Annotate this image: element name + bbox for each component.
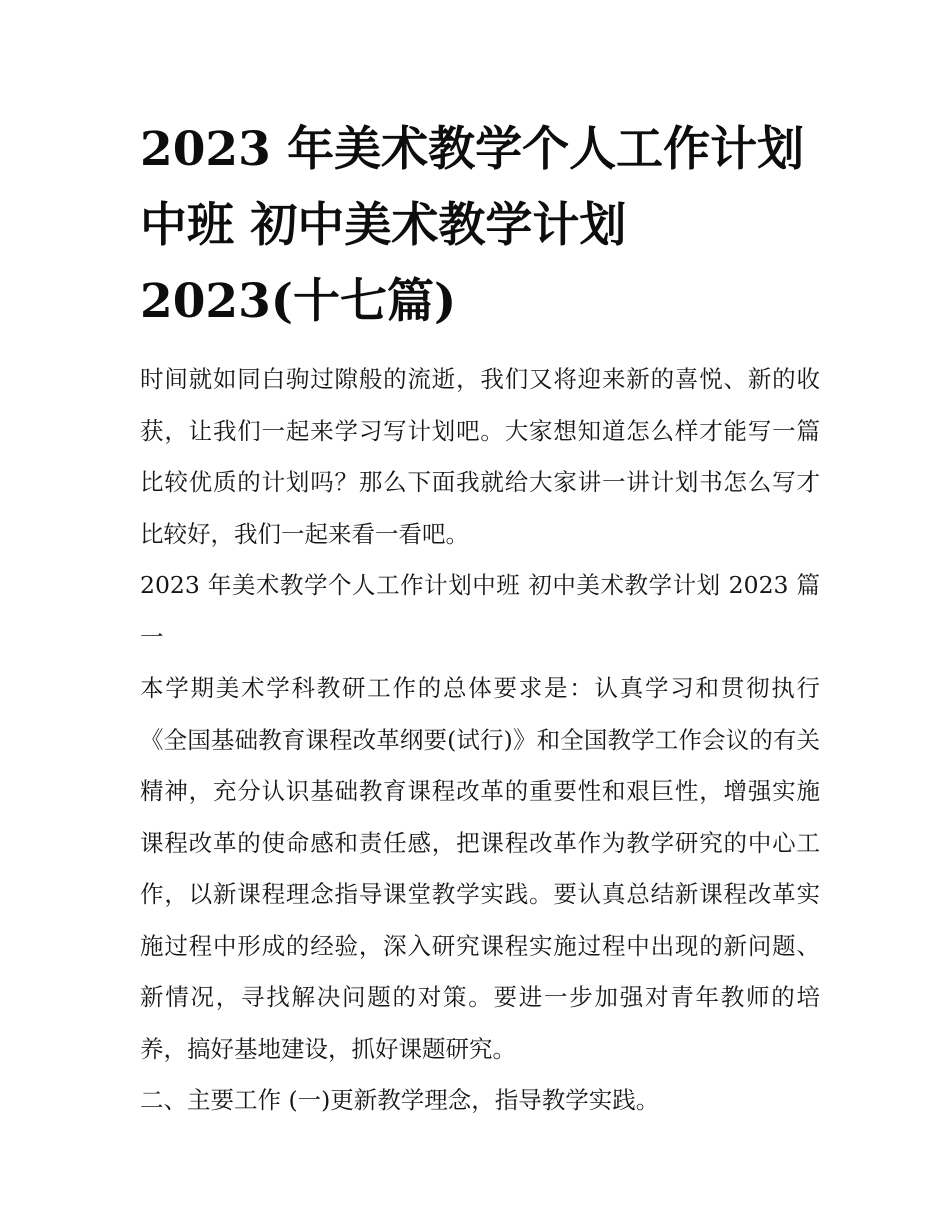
title-line-1: 2023 年美术教学个人工作计划 (140, 122, 805, 177)
document-title (140, 112, 820, 340)
intro-paragraph: 时间就如同白驹过隙般的流逝，我们又将迎来新的喜悦、新的收获，让我们一起来学习写计划吧。大家想知道怎么样才能写一篇比较优质的计划吗？那么下面我就给大家讲一讲计划书怎么写才比较好，我们一起来看一看吧。 (140, 365, 820, 548)
document-page (140, 112, 820, 1127)
section-heading: 2023 年美术教学个人工作计划中班 初中美术教学计划 2023 篇一 (140, 571, 820, 651)
work-item-heading: 二、主要工作 (一)更新教学理念，指导教学实践。 (140, 1086, 660, 1114)
title-line-3: 2023(十七篇) (140, 274, 457, 329)
title-line-2: 中班 初中美术教学计划 (140, 198, 627, 253)
body-paragraph: 本学期美术学科教研工作的总体要求是：认真学习和贯彻执行《全国基础教育课程改革纲要(试行)》和全国教学工作会议的有关精神，充分认识基础教育课程改革的重要性和艰巨性，增强实施课程改革的使命感和责任感，把课程改革作为教学研究的中心工作，以新课程理念指导课堂教学实践。要认真总结新课程改革实施过程中形成的经验，深入研究课程实施过程中出现的新问题、新情况，寻找解决问题的对策。要进一步加强对青年教师的培养，搞好基地建设，抓好课题研究。 (140, 674, 820, 1063)
